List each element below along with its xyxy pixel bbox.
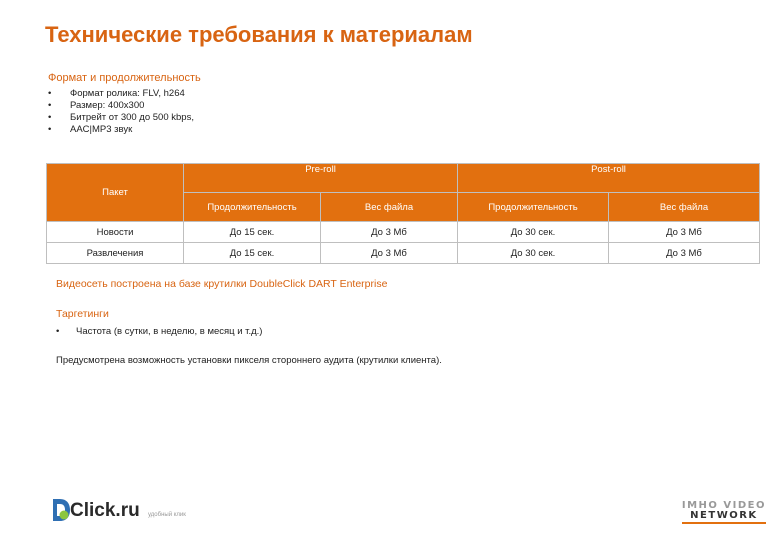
bullet-icon: •	[48, 100, 52, 111]
list-item: • Размер: 400x300	[48, 100, 145, 111]
post-size-cell: До 3 Мб	[609, 222, 760, 243]
bullet-icon: •	[48, 112, 52, 123]
platform-text: Видеосеть построена на базе крутилки DoubleClick DART Enterprise	[56, 278, 388, 290]
imho-logo-underline	[682, 522, 766, 524]
pre-duration-cell: До 15 сек.	[184, 222, 321, 243]
bullet-icon: •	[48, 88, 52, 99]
package-cell: Развлечения	[47, 243, 184, 264]
table-header-row	[47, 164, 760, 193]
pre-duration-header: Продолжительность	[184, 193, 321, 222]
dclick-logo-text: Click.ru	[70, 500, 140, 521]
page-title: Технические требования к материалам	[45, 22, 473, 47]
imho-video-network-logo	[682, 500, 766, 524]
format-section-title: Формат и продолжительность	[48, 72, 201, 84]
imho-logo-line2: NETWORK	[690, 510, 758, 521]
list-item: • Формат ролика: FLV, h264	[48, 88, 185, 99]
table-row	[47, 222, 760, 243]
pre-size-cell: До 3 Мб	[321, 243, 458, 264]
imho-logo-line1: IMHO VIDEO	[681, 500, 766, 511]
pre-duration-cell: До 15 сек.	[184, 243, 321, 264]
spec-table	[46, 163, 760, 264]
preroll-header: Pre-roll	[184, 164, 458, 193]
package-header: Пакет	[47, 164, 184, 222]
format-list	[48, 88, 194, 136]
pre-size-cell: До 3 Мб	[321, 222, 458, 243]
postroll-header: Post-roll	[458, 164, 760, 193]
post-size-cell: До 3 Мб	[609, 243, 760, 264]
post-duration-header: Продолжительность	[458, 193, 609, 222]
targeting-title: Таргетинги	[56, 308, 109, 320]
post-size-header: Вес файла	[609, 193, 760, 222]
package-cell: Новости	[47, 222, 184, 243]
post-duration-cell: До 30 сек.	[458, 222, 609, 243]
post-duration-cell: До 30 сек.	[458, 243, 609, 264]
targeting-list	[56, 326, 262, 337]
bullet-icon: •	[48, 124, 52, 135]
dclick-tagline: удобный клик	[148, 512, 186, 518]
pre-size-header: Вес файла	[321, 193, 458, 222]
audit-text: Предусмотрена возможность установки пикселя стороннего аудита (крутилки клиента).	[56, 355, 442, 366]
table-row	[47, 243, 760, 264]
list-item: • AAC|MP3 звук	[48, 124, 133, 135]
list-item: • Битрейт от 300 до 500 kbps,	[48, 112, 194, 123]
list-item: • Частота (в сутки, в неделю, в месяц и т.д.)	[56, 326, 263, 337]
bullet-icon: •	[56, 326, 60, 337]
